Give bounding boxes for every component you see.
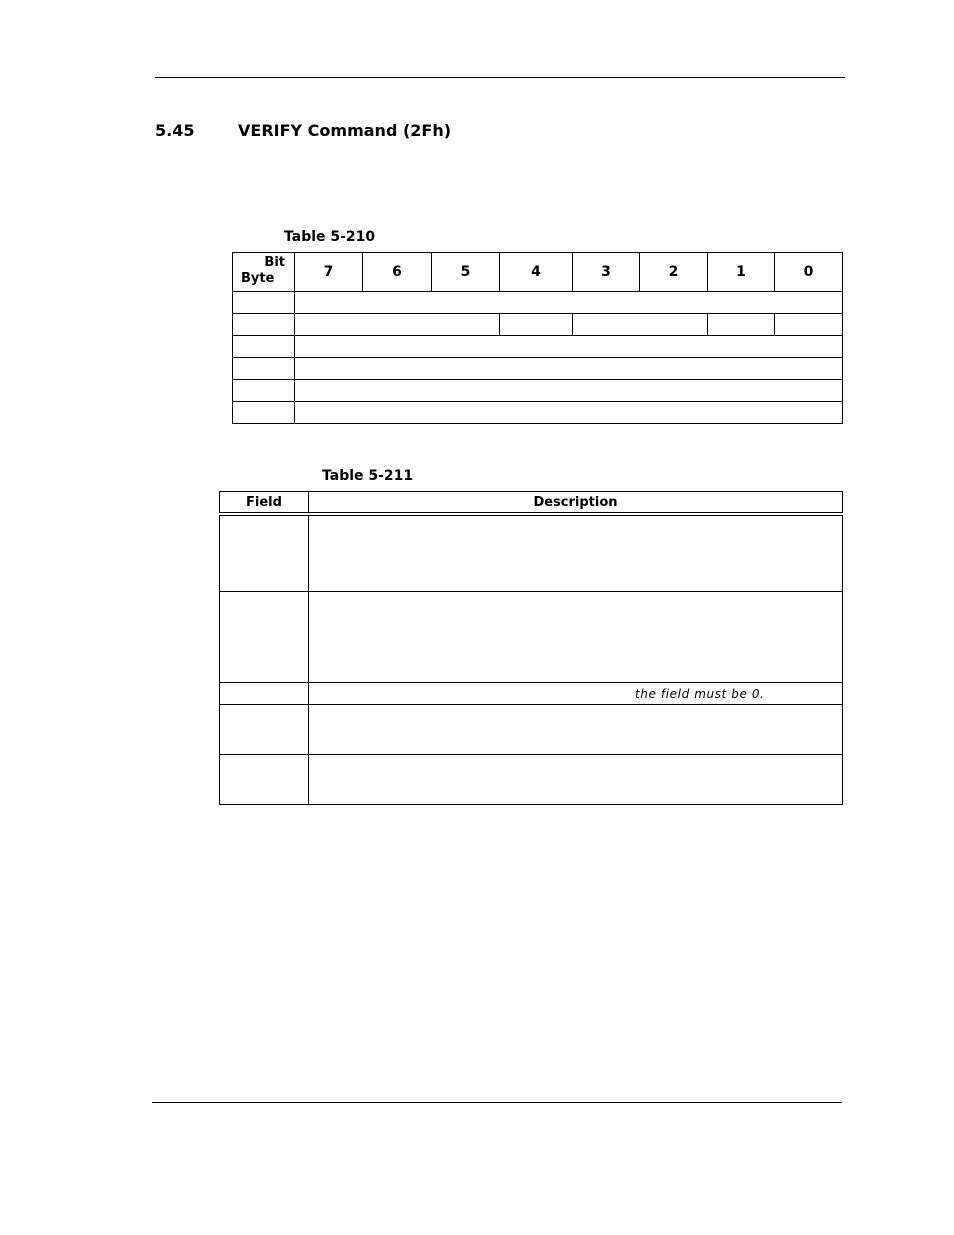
description-cell: the field must be 0. [309, 683, 843, 705]
table-5-210-caption: Table 5-210 [284, 229, 376, 245]
description-cell [309, 592, 843, 683]
field-cell [220, 755, 309, 805]
field-cell [220, 705, 309, 755]
table-row [220, 705, 843, 755]
field-cell [295, 314, 500, 336]
byte-cell [233, 380, 295, 402]
table-row [233, 380, 843, 402]
bit-2-header: 2 [640, 253, 708, 292]
bit-6-header: 6 [363, 253, 432, 292]
bit-1-header: 1 [708, 253, 775, 292]
field-cell [295, 402, 843, 424]
table-row [233, 336, 843, 358]
byte-label: Byte [241, 271, 275, 286]
table-5-211-caption: Table 5-211 [322, 468, 414, 484]
bit-header-row [233, 253, 843, 292]
field-cell [775, 314, 843, 336]
field-cell [220, 514, 309, 592]
field-cell [295, 292, 843, 314]
field-cell [708, 314, 775, 336]
description-cell [309, 514, 843, 592]
field-cell [295, 358, 843, 380]
bit-4-header: 4 [500, 253, 573, 292]
section-title: VERIFY Command (2Fh) [238, 121, 452, 140]
description-cell [309, 705, 843, 755]
table-row [220, 683, 843, 705]
field-cell [220, 683, 309, 705]
top-rule [155, 77, 845, 78]
header-row [220, 492, 843, 515]
field-cell [295, 336, 843, 358]
table-row [233, 314, 843, 336]
description-column-header: Description [309, 492, 843, 515]
bit-7-header: 7 [295, 253, 363, 292]
table-row [233, 358, 843, 380]
byte-cell [233, 358, 295, 380]
description-cell [309, 755, 843, 805]
field-column-header: Field [220, 492, 309, 515]
section-number: 5.45 [155, 121, 195, 140]
table-row [220, 592, 843, 683]
table-row [220, 755, 843, 805]
table-row [220, 514, 843, 592]
field-description-table [219, 491, 843, 805]
bit-5-header: 5 [432, 253, 500, 292]
field-cell [220, 592, 309, 683]
byte-cell [233, 336, 295, 358]
bit-byte-corner [233, 253, 295, 292]
bit-0-header: 0 [775, 253, 843, 292]
byte-cell [233, 292, 295, 314]
field-cell [573, 314, 708, 336]
command-descriptor-block-table [232, 252, 843, 424]
bit-label: Bit [264, 255, 285, 270]
field-cell [295, 380, 843, 402]
table-row [233, 402, 843, 424]
bit-3-header: 3 [573, 253, 640, 292]
table-row [233, 292, 843, 314]
byte-cell [233, 314, 295, 336]
byte-cell [233, 402, 295, 424]
field-cell [500, 314, 573, 336]
bottom-rule [152, 1102, 842, 1103]
